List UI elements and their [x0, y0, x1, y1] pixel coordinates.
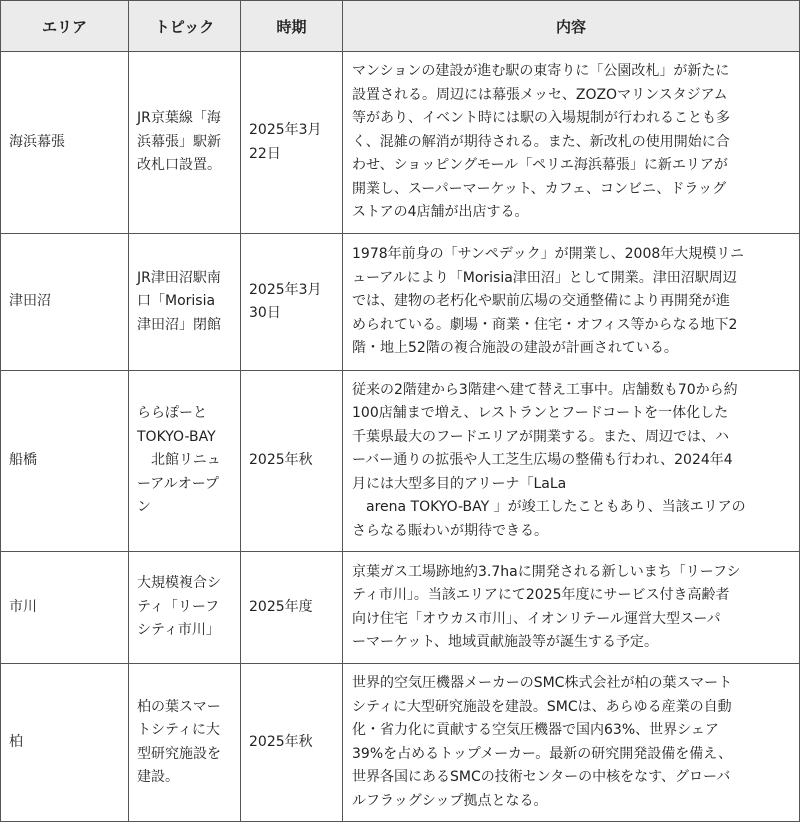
topic-text: 柏の葉スマー トシティに大 型研究施設を 建設。	[137, 698, 221, 785]
content-text: 世界的空気圧機器メーカーのSMC株式会社が柏の葉スマート シティに大型研究施設を建設。SMCは、あらゆる産業の自動 化・省力化に貢献する空気圧機器で国内63%、世界シェア 39%を占めるトップメーカー。最新の研究開発設備を備え、 世界各国にあるSMCの技術センターの中核をなす、グローバ ルフラッグシップ拠点となる。	[352, 675, 733, 809]
content-text: マンションの建設が進む駅の東寄りに「公園改札」が新たに 設置される。周辺には幕張メッセ、ZOZOマリンスタジアム 等があり、イベント時には駅の入場規制が行われることも多 く、混雑の解消が期待される。また、新改札の使用開始に合 わせ、ショッピングモール「ペリエ海浜幕張」に新エリアが 開業し、スーパーマーケット、カフェ、コンビニ、ドラッグ ストアの4店舗が出店する。	[352, 63, 730, 221]
topic-text: JR津田沼駅南 口「Morisia 津田沼」閉館	[137, 269, 221, 333]
period-text: 2025年秋	[249, 452, 313, 469]
topic-text: ららぽーと TOKYO-BAY 北館リニュ ーアルオープ ン	[137, 405, 221, 516]
area-text: 市川	[9, 598, 37, 615]
area-text: 海浜幕張	[9, 133, 65, 150]
area-cell	[1, 52, 129, 234]
area-cell	[1, 234, 129, 371]
topic-cell	[129, 52, 241, 234]
table-row	[1, 552, 800, 664]
content-text: 1978年前身の「サンペデック」が開業し、2008年大規模リニ ューアルにより「Morisia津田沼」として開業。津田沼駅周辺 では、建物の老朽化や駅前広場の交通整備により再開発が進 められている。劇場・商業・住宅・オフィス等からなる地下2 階・地上52階の複合施設の建設が計画されている。	[352, 246, 744, 357]
period-text: 2025年秋	[249, 733, 313, 750]
period-text: 2025年3月 22日	[249, 122, 322, 162]
topic-cell	[129, 234, 241, 371]
content-text: 従来の2階建から3階建へ建て替え工事中。店舗数も70から約 100店舗まで増え、レストランとフードコートを一体化した 千葉県最大のフードエリアが開業する。また、周辺では、ハ ーバー通りの拡張や人工芝生広場の整備も行われ、2024年4 月には大型多目的アリーナ「LaLa arena TOKYO-BAY 」が竣工したこともあり、当該エリアの さらなる賑わいが期待できる。	[352, 381, 746, 539]
period-cell	[241, 664, 343, 822]
topic-cell	[129, 664, 241, 822]
header-period: 時期	[241, 1, 343, 52]
content-cell	[343, 234, 800, 371]
period-text: 2025年3月 30日	[249, 281, 322, 321]
header-topic: トピック	[129, 1, 241, 52]
topic-cell	[129, 552, 241, 664]
content-cell	[343, 552, 800, 664]
period-cell	[241, 52, 343, 234]
area-cell	[1, 371, 129, 552]
header-row	[1, 1, 800, 52]
area-cell	[1, 664, 129, 822]
period-cell	[241, 234, 343, 371]
table-row	[1, 371, 800, 552]
content-text: 京葉ガス工場跡地約3.7haに開発される新しいまち「リーフシ ティ市川」。当該エリアにて2025年度にサービス付き高齢者 向け住宅「オウカス市川」、イオンリテール運営大型スーパ ーマーケット、地域貢献施設等が誕生する予定。	[352, 563, 741, 650]
period-cell	[241, 552, 343, 664]
content-cell	[343, 371, 800, 552]
table-row	[1, 664, 800, 822]
area-text: 津田沼	[9, 293, 51, 310]
area-text: 柏	[9, 733, 23, 750]
topic-cell	[129, 371, 241, 552]
table-row	[1, 234, 800, 371]
period-cell	[241, 371, 343, 552]
header-area: エリア	[1, 1, 129, 52]
topic-text: 大規模複合シ ティ「リーフ シティ市川」	[137, 575, 221, 639]
content-cell	[343, 52, 800, 234]
area-cell	[1, 552, 129, 664]
content-cell	[343, 664, 800, 822]
table-row	[1, 52, 800, 234]
area-text: 船橋	[9, 452, 37, 469]
header-content: 内容	[343, 1, 800, 52]
period-text: 2025年度	[249, 598, 313, 615]
topic-text: JR京葉線「海 浜幕張」駅新 改札口設置。	[137, 110, 221, 174]
